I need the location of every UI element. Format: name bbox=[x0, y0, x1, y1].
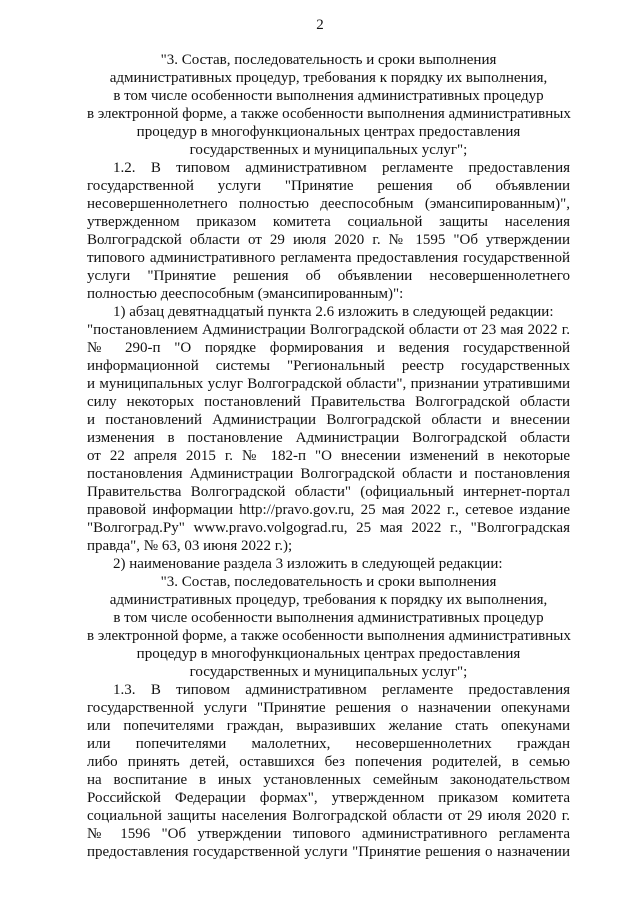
text-line: в электронной форме, а также особенности выполнения административных bbox=[87, 106, 571, 122]
text-line: 1) абзац девятнадцатый пункта 2.6 изложить в следующей редакции: bbox=[113, 304, 554, 320]
text-line: или попечителями граждан, выразивших желание стать опекунами bbox=[87, 718, 570, 734]
paragraph-item-1-2 bbox=[87, 159, 570, 303]
text-line: услуги "Принятие решения об объявлении несовершеннолетнего bbox=[87, 268, 570, 284]
text-line: государственной услуги "Принятие решения об объявлении bbox=[87, 178, 570, 194]
text-line: 1.2. В типовом административном регламенте предоставления bbox=[113, 160, 570, 176]
text-line: в том числе особенности выполнения административных процедур bbox=[113, 610, 544, 626]
text-line: правовой информации http://pravo.gov.ru, 25 мая 2022 г., сетевое издание bbox=[87, 502, 570, 518]
text-line: в том числе особенности выполнения административных процедур bbox=[113, 88, 544, 104]
text-line: и муниципальных услуг Волгоградской области", признании утратившими bbox=[87, 376, 570, 392]
quoted-section-title-1 bbox=[87, 51, 570, 159]
text-line: утвержденном приказом комитета социальной защиты населения bbox=[87, 214, 570, 230]
text-line: процедур в многофункциональных центрах предоставления bbox=[136, 124, 521, 140]
text-line: Российской Федерации формах", утвержденном приказом комитета bbox=[87, 790, 570, 806]
text-line: "3. Состав, последовательность и сроки выполнения bbox=[160, 52, 497, 68]
text-line: государственных и муниципальных услуг"; bbox=[189, 142, 468, 158]
text-line: правда", № 63, 03 июня 2022 г.); bbox=[87, 538, 293, 554]
text-line: изменения в постановление Администрации Волгоградской области bbox=[87, 430, 570, 446]
page-number: 2 bbox=[316, 17, 324, 33]
text-line: "3. Состав, последовательность и сроки выполнения bbox=[160, 574, 497, 590]
paragraph-item-1-3 bbox=[87, 681, 570, 861]
text-line: Правительства Волгоградской области" (официальный интернет-портал bbox=[87, 484, 570, 500]
text-line: на воспитание в иных установленных семейным законодательством bbox=[87, 772, 570, 788]
text-line: от 22 апреля 2015 г. № 182-п "О внесении изменений в некоторые bbox=[87, 448, 570, 464]
text-line: государственных и муниципальных услуг"; bbox=[189, 664, 468, 680]
text-line: типового административного регламента предоставления государственной bbox=[87, 250, 570, 266]
document-body bbox=[87, 51, 570, 861]
text-line: "постановлением Администрации Волгоградской области от 23 мая 2022 г. bbox=[87, 322, 570, 338]
text-line: государственной услуги "Принятие решения о назначении опекунами bbox=[87, 700, 570, 716]
text-line: социальной защиты населения Волгоградской области от 29 июля 2020 г. bbox=[87, 808, 570, 824]
text-line: постановления Администрации Волгоградской области и постановления bbox=[87, 466, 570, 482]
text-line: в электронной форме, а также особенности выполнения административных bbox=[87, 628, 571, 644]
text-line: предоставления государственной услуги "Принятие решения о назначении bbox=[87, 844, 570, 860]
text-line: № 1596 "Об утверждении типового административного регламента bbox=[87, 826, 570, 842]
text-line: 2) наименование раздела 3 изложить в следующей редакции: bbox=[113, 556, 503, 572]
text-line: либо принять детей, оставшихся без попечения родителей, в семью bbox=[87, 754, 570, 770]
text-line: или попечителями малолетних, несовершеннолетних граждан bbox=[87, 736, 570, 752]
text-line: информационной системы "Региональный реестр государственных bbox=[87, 358, 570, 374]
text-line: процедур в многофункциональных центрах предоставления bbox=[136, 646, 521, 662]
quoted-section-title-2 bbox=[87, 573, 570, 681]
paragraph-subitem-1 bbox=[87, 303, 570, 555]
text-line: и постановлений Администрации Волгоградской области и внесении bbox=[87, 412, 570, 428]
text-line: административных процедур, требования к порядку их выполнения, bbox=[109, 70, 548, 86]
text-line: полностью дееспособным (эмансипированным)": bbox=[87, 286, 404, 302]
text-line: Волгоградской области от 29 июля 2020 г. № 1595 "Об утверждении bbox=[87, 232, 570, 248]
text-line: несовершеннолетнего полностью дееспособным (эмансипированным)", bbox=[87, 196, 570, 212]
text-line: № 290-п "О порядке формирования и ведения государственной bbox=[87, 340, 570, 356]
text-line: 1.3. В типовом административном регламенте предоставления bbox=[113, 682, 570, 698]
text-line: "Волгоград.Ру" www.pravo.volgograd.ru, 25 мая 2022 г., "Волгоградская bbox=[87, 520, 570, 536]
text-line: административных процедур, требования к порядку их выполнения, bbox=[109, 592, 548, 608]
paragraph-subitem-2 bbox=[87, 555, 570, 573]
text-line: силу некоторых постановлений Правительства Волгоградской области bbox=[87, 394, 570, 410]
